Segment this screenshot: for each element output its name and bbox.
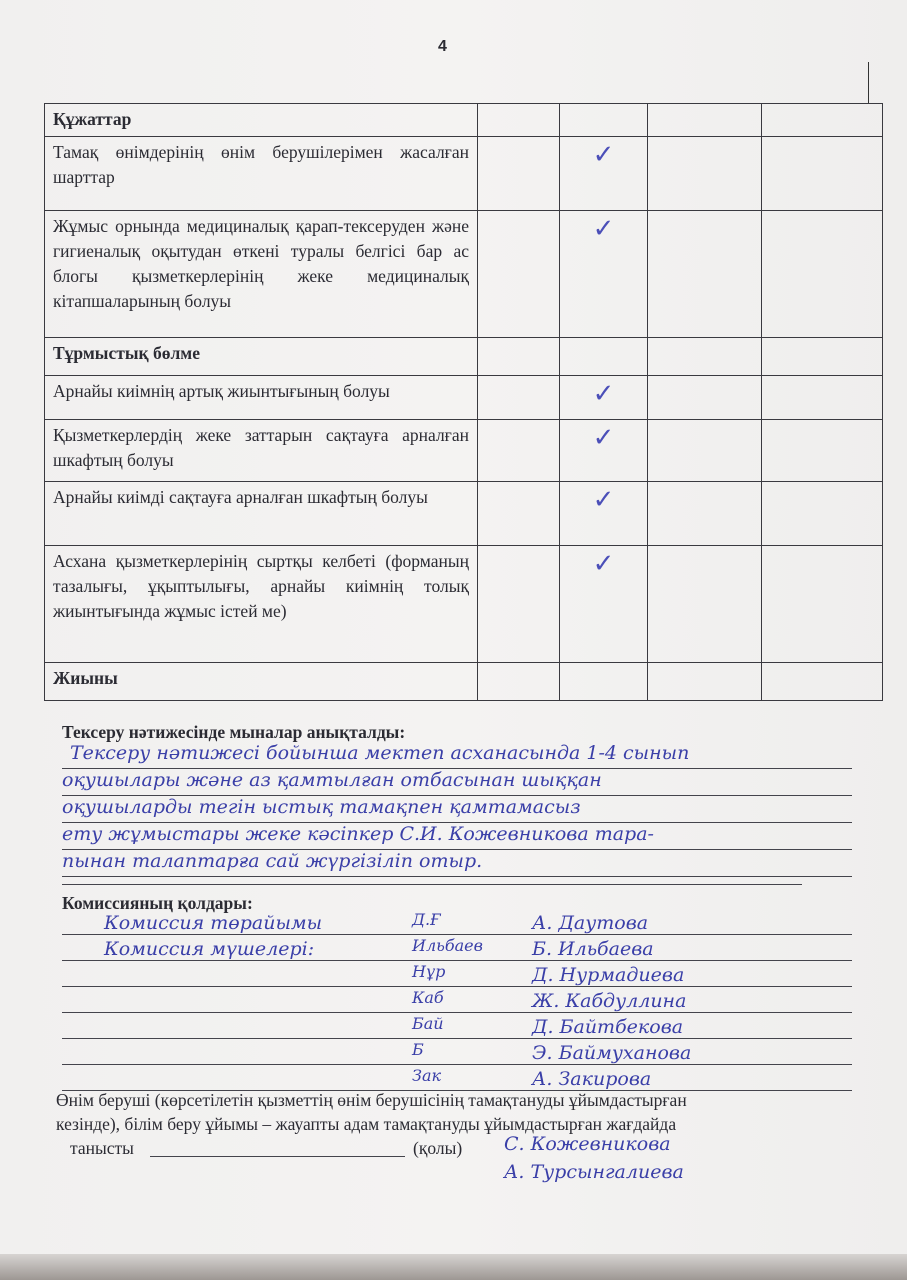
signature-mark: Ильбаев: [412, 936, 483, 955]
empty-cell: [478, 420, 560, 482]
empty-cell: [648, 420, 762, 482]
page-number: 4: [438, 38, 447, 55]
result-line: оқушылары және аз қамтылған отбасынан шыққан: [62, 769, 602, 791]
empty-cell: [648, 338, 762, 376]
check-cell: [560, 211, 648, 338]
empty-cell: [478, 338, 560, 376]
member-name: А. Даутова: [532, 912, 649, 934]
empty-cell: [762, 137, 883, 211]
empty-cell: [762, 482, 883, 546]
writing-line: [62, 884, 802, 885]
result-line: оқушыларды тегін ыстық тамақпен қамтамасыз: [62, 796, 581, 818]
signature-mark: Каб: [412, 988, 444, 1007]
member-name: Б. Ильбаева: [532, 938, 654, 960]
check-cell: [560, 482, 648, 546]
signature-line: [62, 960, 852, 961]
result-line: пынан талаптарға сай жүргізіліп отыр.: [62, 850, 483, 872]
table-edge-line: [868, 62, 869, 104]
criterion-cell: Тамақ өнімдерінің өнім берушілерімен жасалған шарттар: [45, 137, 478, 211]
empty-cell: [648, 482, 762, 546]
empty-cell: [560, 663, 648, 701]
check-cell: [560, 546, 648, 663]
table-row: [45, 376, 883, 420]
signature-line: [62, 986, 852, 987]
result-line: Тексеру нәтижесі бойынша мектеп асханасында 1-4 сынып: [70, 742, 690, 764]
empty-cell: [478, 104, 560, 137]
empty-cell: [762, 211, 883, 338]
table-row: [45, 211, 883, 338]
signature-mark: Зак: [412, 1066, 442, 1085]
writing-line: [62, 876, 852, 877]
signature-line: [150, 1138, 405, 1157]
empty-cell: [762, 663, 883, 701]
empty-cell: [478, 376, 560, 420]
check-cell: [560, 376, 648, 420]
sign-label: (қолы): [413, 1138, 463, 1158]
empty-cell: [762, 546, 883, 663]
checkmark-icon: ✓: [592, 549, 615, 579]
empty-cell: [648, 546, 762, 663]
empty-cell: [648, 211, 762, 338]
member-name: Д. Байтбекова: [532, 1016, 684, 1038]
inspection-table: [44, 103, 883, 701]
signature-mark: Д.Ғ: [412, 910, 441, 929]
signature-mark: Нұр: [412, 962, 446, 981]
table-row: [45, 546, 883, 663]
section-header: Тұрмыстық бөлме: [45, 338, 478, 376]
empty-cell: [478, 482, 560, 546]
empty-cell: [560, 338, 648, 376]
criterion-cell: Қызметкерлердің жеке заттарын сақтауға арналған шкафтың болуы: [45, 420, 478, 482]
table-row: [45, 663, 883, 701]
table-row: [45, 104, 883, 137]
signature-mark: Бай: [412, 1014, 444, 1033]
check-cell: [560, 420, 648, 482]
empty-cell: [762, 376, 883, 420]
empty-cell: [478, 137, 560, 211]
criterion-cell: Арнайы киімнің артық жиынтығының болуы: [45, 376, 478, 420]
criterion-cell: Асхана қызметкерлерінің сыртқы келбеті (форманың тазалығы, ұқыптылығы, арнайы киімнің толық жиынтығында жұмыс істей ме): [45, 546, 478, 663]
table-row: [45, 137, 883, 211]
empty-cell: [648, 104, 762, 137]
empty-cell: [762, 104, 883, 137]
photo-edge: [0, 1254, 907, 1280]
commission-role: Комиссия мүшелері:: [104, 938, 315, 960]
signature-line: [62, 1038, 852, 1039]
criterion-cell: Жұмыс орнында медициналық қарап-тексеруден және гигиеналық оқытудан өткені туралы белгісі бар ас блогы қызметкерлерінің жеке медициналық кітапшаларының болуы: [45, 211, 478, 338]
empty-cell: [478, 211, 560, 338]
commission-title: Комиссияның қолдары:: [62, 893, 253, 913]
signer-1: С. Кожевникова: [504, 1133, 671, 1155]
check-cell: [560, 137, 648, 211]
results-title: Тексеру нәтижесінде мыналар анықталды:: [62, 722, 406, 742]
table-row: [45, 338, 883, 376]
empty-cell: [648, 137, 762, 211]
member-name: Э. Баймуханова: [532, 1042, 692, 1064]
signature-line: [62, 1012, 852, 1013]
signature-line: [62, 934, 852, 935]
result-line: ету жұмыстары жеке кәсіпкер С.И. Кожевникова тара-: [62, 823, 654, 845]
criterion-cell: Арнайы киімді сақтауға арналған шкафтың болуы: [45, 482, 478, 546]
checkmark-icon: ✓: [592, 379, 615, 409]
footer-line-1: Өнім беруші (көрсетілетін қызметтің өнім берушісінің тамақтануды ұйымдастырған: [56, 1090, 687, 1110]
empty-cell: [762, 338, 883, 376]
signature-mark: Б: [412, 1040, 424, 1059]
checkmark-icon: ✓: [592, 423, 615, 453]
checkmark-icon: ✓: [592, 140, 615, 170]
empty-cell: [478, 546, 560, 663]
section-header: Құжаттар: [45, 104, 478, 137]
footer-line-2: кезінде), білім беру ұйымы – жауапты адам тамақтануды ұйымдастырған жағдайда: [56, 1114, 677, 1134]
commission-role: Комиссия төрайымы: [104, 912, 323, 934]
footer-text: [56, 1088, 856, 1188]
total-cell: Жиыны: [45, 663, 478, 701]
signer-2: А. Турсынгалиева: [504, 1161, 684, 1183]
empty-cell: [478, 663, 560, 701]
empty-cell: [648, 663, 762, 701]
member-name: А. Закирова: [532, 1068, 652, 1090]
empty-cell: [648, 376, 762, 420]
familiar-label: танысты: [70, 1138, 134, 1158]
checkmark-icon: ✓: [592, 485, 615, 515]
member-name: Д. Нурмадиева: [532, 964, 685, 986]
member-name: Ж. Кабдуллина: [532, 990, 687, 1012]
signature-line: [62, 1064, 852, 1065]
table-row: [45, 420, 883, 482]
table-row: [45, 482, 883, 546]
empty-cell: [762, 420, 883, 482]
checkmark-icon: ✓: [592, 214, 615, 244]
empty-cell: [560, 104, 648, 137]
